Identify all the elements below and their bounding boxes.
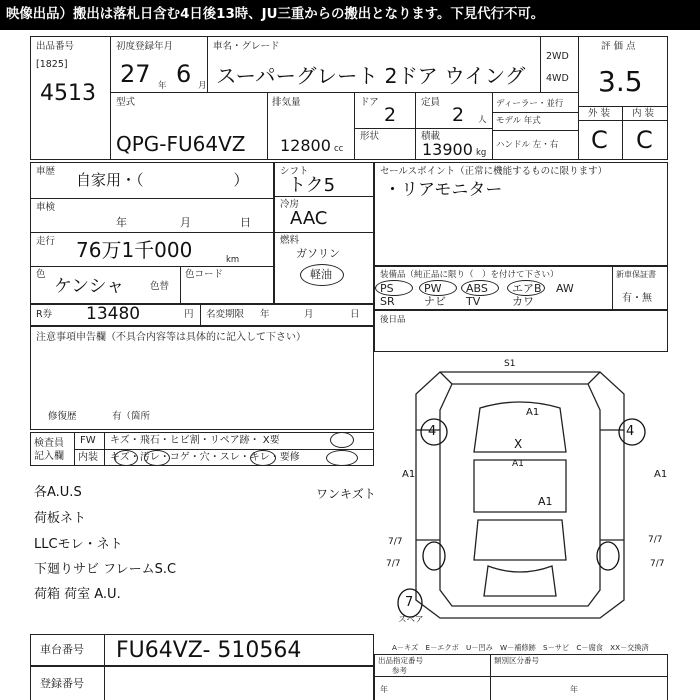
type-label: 型式 [116, 97, 136, 108]
model-grade-value: スーパーグレート 2ドア ウイング [216, 64, 526, 88]
damage-mark: A1 [512, 459, 524, 469]
damage-mark: A1 [402, 469, 416, 480]
color-value: ケンシャ [54, 276, 125, 297]
handwritten-note: 下廻りサビ フレームS.C [34, 562, 177, 577]
damage-mark: A1 [538, 495, 553, 508]
fw-prefix: FW [80, 435, 96, 446]
year-unit: 年 [158, 81, 167, 91]
damage-mark: 4 [626, 424, 635, 439]
equipment-item: AW [556, 282, 574, 295]
inspection-day: 日 [240, 216, 251, 229]
damage-mark: 7/7 [648, 535, 663, 545]
handwritten-note: 荷箱 荷室 A.U. [34, 587, 121, 602]
shift-value: トク5 [288, 175, 336, 196]
aftermarket-label: 後日品 [380, 315, 406, 325]
first-registration-year: 27 [120, 60, 151, 88]
name-change-day: 日 [350, 309, 360, 320]
capacity-value: 2 [452, 104, 465, 126]
fw-checks: キズ・飛石・ヒビ割・リペア跡・ X要 [110, 435, 280, 446]
load-label: 積載 [421, 131, 441, 142]
doors-value: 2 [384, 104, 397, 126]
damage-mark: 7/7 [386, 559, 401, 569]
damage-mark: 7/7 [388, 537, 403, 547]
first-registration-label: 初度登録年月 [116, 41, 174, 52]
equipment-label: 装備品（純正品に限り（ ）を付けて下さい） [380, 270, 559, 280]
damage-mark: 7/7 [650, 559, 665, 569]
load-value: 13900 [422, 140, 473, 159]
exterior-grade: C [591, 126, 608, 154]
interior-prefix: 内装 [78, 452, 98, 463]
load-unit: kg [476, 148, 487, 158]
damage-legend: A－キズ E－エクボ U－凹み W－補修跡 S－サビ C－腐食 XX－交換済 [392, 643, 649, 652]
equipment-item: ABS [466, 282, 488, 295]
recycle-unit: 円 [184, 309, 194, 320]
equipment-item: PS [380, 282, 394, 295]
year-right: 年 [570, 685, 578, 694]
damage-mark: A1 [654, 469, 668, 480]
interior-checks: キズ・汚レ・コゲ・穴・スレ・キレ・要修 [110, 452, 300, 463]
inspection-label: 車検 [36, 202, 56, 213]
grade-label: 評 価 点 [601, 41, 636, 52]
equipment-item: TV [466, 295, 481, 308]
capacity-label: 定員 [421, 97, 441, 108]
drive-4wd: 4WD [546, 73, 569, 84]
lot-number-label: 出品番号 [36, 41, 75, 52]
lot-number: 4513 [40, 81, 96, 106]
equipment-item: ナビ [424, 295, 446, 308]
first-registration-month: 6 [176, 60, 192, 88]
classification-label: 類別区分番号 [494, 656, 539, 665]
new-car-value: 有・無 [622, 293, 652, 304]
inspection-year: 年 [116, 216, 127, 229]
ac-value: AAC [290, 208, 328, 229]
handle-label: ハンドル 左・右 [496, 140, 559, 150]
damage-mark: S1 [504, 359, 516, 369]
sales-point-label: セールスポイント（正常に機能するものに限ります） [380, 166, 608, 177]
fuel-diesel: 軽油 [310, 268, 332, 281]
equipment-item: SR [380, 295, 395, 308]
displacement-value: 12800 [280, 136, 331, 155]
repair-history-label: 修復歴 [48, 411, 77, 422]
history-label: 車歴 [36, 166, 56, 177]
lot-number-sub: [1825] [36, 59, 68, 70]
fuel-gasoline: ガソリン [296, 247, 340, 260]
fuel-label: 燃料 [280, 235, 300, 246]
handwritten-note: 各A.U.S [34, 485, 82, 500]
equipment-item: エアB [512, 282, 542, 295]
notes-label: 注意事項申告欄（不具合内容等は具体的に記入して下さい） [36, 332, 306, 343]
year-left: 年 [380, 685, 388, 694]
auction-banner: 映像出品）搬出は落札日含む4日後13時、JU三重からの搬出となります。下見代行不可。 [0, 0, 700, 30]
drive-2wd: 2WD [546, 51, 569, 62]
registration-label: 登録番号 [40, 677, 84, 690]
mileage-value: 76万1千000 [76, 238, 193, 262]
ac-label: 冷房 [280, 199, 300, 210]
interior-grade: C [636, 126, 653, 154]
capacity-unit: 人 [478, 115, 487, 125]
equipment-item: カワ [512, 295, 534, 308]
chassis-label: 車台番号 [40, 643, 84, 656]
history-value: 自家用・（ ） [76, 171, 249, 189]
interior-label: 内 装 [632, 108, 655, 119]
damage-mark: A1 [526, 407, 540, 418]
inspector-label: 検査員 記入欄 [34, 438, 64, 462]
displacement-label: 排気量 [272, 97, 301, 108]
name-change-year: 年 [260, 309, 270, 320]
exterior-label: 外 装 [588, 108, 611, 119]
name-change-label: 名変期限 [206, 309, 245, 320]
color-code-label: 色コード [185, 269, 224, 280]
reference-label: 参考 [392, 666, 407, 675]
designation-label: 出品指定番号 [378, 656, 423, 665]
dealer-label: ディーラー・並行 [496, 99, 564, 109]
type-value: QPG-FU64VZ [116, 132, 246, 156]
handwritten-note: LLCモレ・ネト [34, 537, 123, 552]
model-year-label: モデル 年式 [496, 116, 541, 126]
doors-label: ドア [360, 97, 379, 108]
color-change-label: 色替 [150, 281, 170, 292]
overall-grade: 3.5 [598, 65, 643, 98]
new-car-label: 新車保証書 [616, 270, 656, 279]
chassis-number: FU64VZ- 510564 [116, 638, 302, 663]
name-change-month: 月 [304, 309, 314, 320]
color-label: 色 [36, 269, 46, 280]
inspection-month: 月 [180, 216, 191, 229]
equipment-item: PW [424, 282, 442, 295]
sales-point-value: ・リアモニター [384, 180, 503, 200]
displacement-unit: cc [334, 144, 344, 154]
km-unit: km [226, 255, 240, 265]
mileage-label: 走行 [36, 236, 56, 247]
recycle-value: 13480 [86, 304, 141, 324]
damage-mark: 7 [405, 595, 414, 610]
damage-mark: 4 [428, 424, 437, 439]
month-unit: 月 [198, 81, 207, 91]
repair-history-value: 有（箇所 [112, 411, 151, 422]
shape-label: 形状 [360, 131, 380, 142]
handwritten-note: 荷板ネト [34, 511, 87, 526]
frame-note: ワンキズト [316, 487, 376, 501]
damage-mark: X [514, 437, 523, 451]
recycle-label: R券 [36, 309, 53, 320]
model-label: 車名・グレード [213, 41, 280, 52]
spare-label: スペア [398, 615, 424, 625]
shift-label: シフト [280, 166, 309, 177]
